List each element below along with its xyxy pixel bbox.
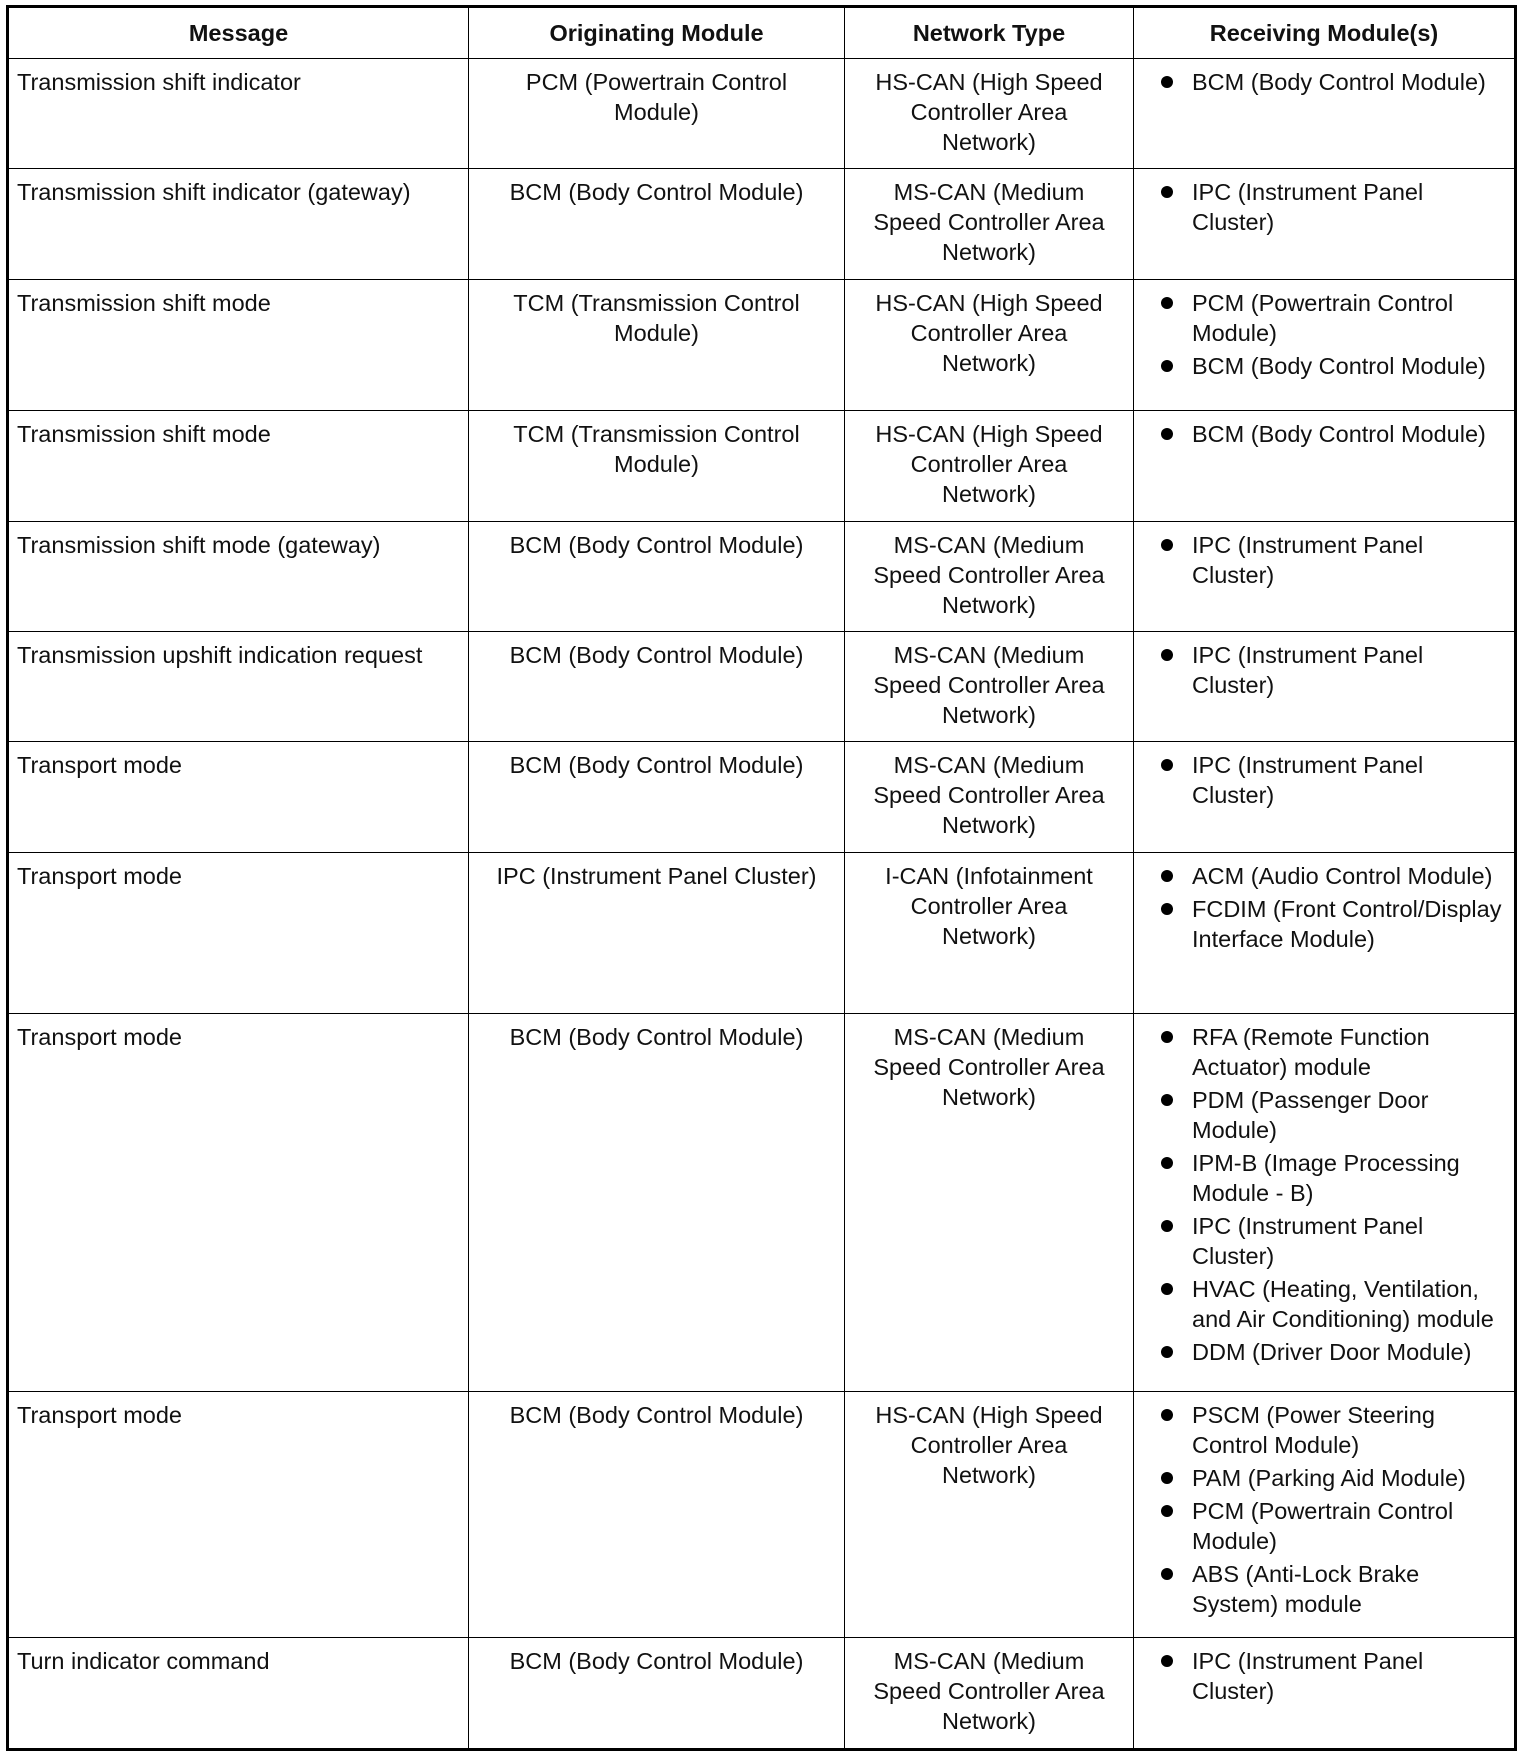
table-row (8, 59, 1516, 169)
originating-module-cell: TCM (Transmission Control Module) (469, 411, 845, 521)
bullet-icon (1161, 1409, 1173, 1421)
receiving-module-item (1160, 419, 1508, 449)
receiving-module-item (1160, 1337, 1508, 1367)
message-cell: Transmission shift indicator (gateway) (8, 169, 469, 279)
receiving-module-text: ABS (Anti-Lock Brake System) module (1192, 1561, 1420, 1618)
network-type-cell: MS-CAN (Medium Speed Controller Area Network) (845, 169, 1134, 279)
receiving-module-list (1160, 640, 1508, 700)
network-type-cell: HS-CAN (High Speed Controller Area Network) (845, 279, 1134, 410)
originating-module-cell: TCM (Transmission Control Module) (469, 279, 845, 410)
receiving-modules-cell (1134, 279, 1516, 410)
table-row (8, 852, 1516, 1013)
table-row (8, 279, 1516, 410)
receiving-module-item (1160, 288, 1508, 348)
receiving-modules-cell (1134, 169, 1516, 279)
receiving-module-text: PAM (Parking Aid Module) (1192, 1465, 1466, 1492)
receiving-module-list (1160, 750, 1508, 810)
receiving-modules-cell (1134, 411, 1516, 521)
receiving-module-list (1160, 1646, 1508, 1706)
receiving-module-text: ACM (Audio Control Module) (1192, 862, 1493, 889)
table-row (8, 169, 1516, 279)
receiving-module-item (1160, 1463, 1508, 1493)
receiving-module-text: PDM (Passenger Door Module) (1192, 1086, 1429, 1143)
table-row (8, 1638, 1516, 1750)
table-body (8, 59, 1516, 1750)
receiving-module-item (1160, 1559, 1508, 1619)
receiving-module-item (1160, 1496, 1508, 1556)
originating-module-cell: BCM (Body Control Module) (469, 521, 845, 631)
table-row (8, 1392, 1516, 1638)
table-row (8, 632, 1516, 742)
receiving-modules-cell (1134, 59, 1516, 169)
originating-module-cell: BCM (Body Control Module) (469, 1392, 845, 1638)
message-cell: Transport mode (8, 1013, 469, 1392)
receiving-modules-cell (1134, 1638, 1516, 1750)
receiving-module-text: IPC (Instrument Panel Cluster) (1192, 179, 1424, 236)
message-cell: Transmission shift mode (gateway) (8, 521, 469, 631)
receiving-modules-cell (1134, 1392, 1516, 1638)
receiving-module-text: PCM (Powertrain Control Module) (1192, 289, 1454, 346)
receiving-module-text: FCDIM (Front Control/Display Interface Module) (1192, 895, 1502, 952)
receiving-module-item (1160, 861, 1508, 891)
originating-module-cell: BCM (Body Control Module) (469, 1013, 845, 1392)
bullet-icon (1161, 360, 1173, 372)
receiving-module-text: HVAC (Heating, Ventilation, and Air Conditioning) module (1192, 1275, 1494, 1332)
receiving-modules-cell (1134, 742, 1516, 852)
originating-module-cell: BCM (Body Control Module) (469, 742, 845, 852)
bullet-icon (1161, 539, 1173, 551)
network-type-cell: MS-CAN (Medium Speed Controller Area Network) (845, 1638, 1134, 1750)
bullet-icon (1161, 297, 1173, 309)
network-type-cell: I-CAN (Infotainment Controller Area Network) (845, 852, 1134, 1013)
receiving-module-text: IPM-B (Image Processing Module - B) (1192, 1149, 1460, 1206)
header-message: Message (8, 7, 469, 59)
table-row (8, 742, 1516, 852)
receiving-module-item (1160, 1646, 1508, 1706)
receiving-module-list (1160, 1400, 1508, 1619)
receiving-module-text: BCM (Body Control Module) (1192, 69, 1486, 95)
bullet-icon (1161, 76, 1173, 88)
network-type-cell: MS-CAN (Medium Speed Controller Area Network) (845, 521, 1134, 631)
bullet-icon (1161, 1094, 1173, 1106)
receiving-module-item (1160, 640, 1508, 700)
receiving-module-list (1160, 530, 1508, 590)
receiving-modules-cell (1134, 1013, 1516, 1392)
network-type-cell: MS-CAN (Medium Speed Controller Area Network) (845, 632, 1134, 742)
bullet-icon (1161, 1220, 1173, 1232)
bullet-icon (1161, 1655, 1173, 1667)
receiving-module-text: IPC (Instrument Panel Cluster) (1192, 531, 1424, 588)
receiving-module-item (1160, 1022, 1508, 1082)
receiving-module-item (1160, 1148, 1508, 1208)
receiving-module-item (1160, 1274, 1508, 1334)
bullet-icon (1161, 1283, 1173, 1295)
bullet-icon (1161, 1346, 1173, 1358)
receiving-modules-cell (1134, 521, 1516, 631)
message-cell: Transmission shift mode (8, 279, 469, 410)
receiving-module-item (1160, 351, 1508, 381)
receiving-module-item (1160, 750, 1508, 810)
bullet-icon (1161, 1505, 1173, 1517)
table-row (8, 521, 1516, 631)
receiving-module-list (1160, 67, 1508, 97)
receiving-module-item (1160, 67, 1508, 97)
table-row (8, 411, 1516, 521)
header-originating-module: Originating Module (469, 7, 845, 59)
message-cell: Transmission upshift indication request (8, 632, 469, 742)
receiving-module-list (1160, 288, 1508, 381)
message-cell: Transmission shift indicator (8, 59, 469, 169)
bullet-icon (1161, 1472, 1173, 1484)
network-message-table (6, 5, 1517, 1751)
receiving-module-text: DDM (Driver Door Module) (1192, 1338, 1472, 1365)
receiving-module-text: BCM (Body Control Module) (1192, 352, 1486, 379)
message-cell: Transport mode (8, 852, 469, 1013)
receiving-module-list (1160, 419, 1508, 449)
message-cell: Transport mode (8, 742, 469, 852)
originating-module-cell: BCM (Body Control Module) (469, 632, 845, 742)
bullet-icon (1161, 428, 1173, 440)
bullet-icon (1161, 649, 1173, 661)
bullet-icon (1161, 903, 1173, 915)
receiving-modules-cell (1134, 632, 1516, 742)
message-cell: Transmission shift mode (8, 411, 469, 521)
receiving-modules-cell (1134, 852, 1516, 1013)
originating-module-cell: IPC (Instrument Panel Cluster) (469, 852, 845, 1013)
receiving-module-text: IPC (Instrument Panel Cluster) (1192, 642, 1424, 699)
message-cell: Transport mode (8, 1392, 469, 1638)
originating-module-cell: PCM (Powertrain Control Module) (469, 59, 845, 169)
network-type-cell: HS-CAN (High Speed Controller Area Network) (845, 1392, 1134, 1638)
table-row (8, 1013, 1516, 1392)
header-receiving-modules: Receiving Module(s) (1134, 7, 1516, 59)
network-type-cell: HS-CAN (High Speed Controller Area Network) (845, 59, 1134, 169)
receiving-module-item (1160, 177, 1508, 237)
table-header (8, 7, 1516, 59)
network-type-cell: MS-CAN (Medium Speed Controller Area Network) (845, 742, 1134, 852)
receiving-module-text: PCM (Powertrain Control Module) (1192, 1498, 1454, 1555)
receiving-module-item (1160, 1085, 1508, 1145)
receiving-module-item (1160, 894, 1508, 954)
receiving-module-item (1160, 530, 1508, 590)
bullet-icon (1161, 1568, 1173, 1580)
originating-module-cell: BCM (Body Control Module) (469, 169, 845, 279)
bullet-icon (1161, 186, 1173, 198)
receiving-module-text: IPC (Instrument Panel Cluster) (1192, 752, 1424, 809)
originating-module-cell: BCM (Body Control Module) (469, 1638, 845, 1750)
bullet-icon (1161, 1031, 1173, 1043)
header-network-type: Network Type (845, 7, 1134, 59)
receiving-module-text: BCM (Body Control Module) (1192, 421, 1486, 448)
receiving-module-list (1160, 861, 1508, 954)
receiving-module-text: IPC (Instrument Panel Cluster) (1192, 1648, 1424, 1705)
bullet-icon (1161, 1157, 1173, 1169)
header-row (8, 7, 1516, 59)
bullet-icon (1161, 759, 1173, 771)
receiving-module-text: RFA (Remote Function Actuator) module (1192, 1023, 1430, 1080)
receiving-module-text: IPC (Instrument Panel Cluster) (1192, 1212, 1424, 1269)
receiving-module-item (1160, 1211, 1508, 1271)
receiving-module-list (1160, 1022, 1508, 1367)
network-type-cell: MS-CAN (Medium Speed Controller Area Network) (845, 1013, 1134, 1392)
receiving-module-text: PSCM (Power Steering Control Module) (1192, 1402, 1435, 1459)
receiving-module-list (1160, 177, 1508, 237)
bullet-icon (1161, 870, 1173, 882)
message-cell: Turn indicator command (8, 1638, 469, 1750)
receiving-module-item (1160, 1400, 1508, 1460)
network-type-cell: HS-CAN (High Speed Controller Area Network) (845, 411, 1134, 521)
